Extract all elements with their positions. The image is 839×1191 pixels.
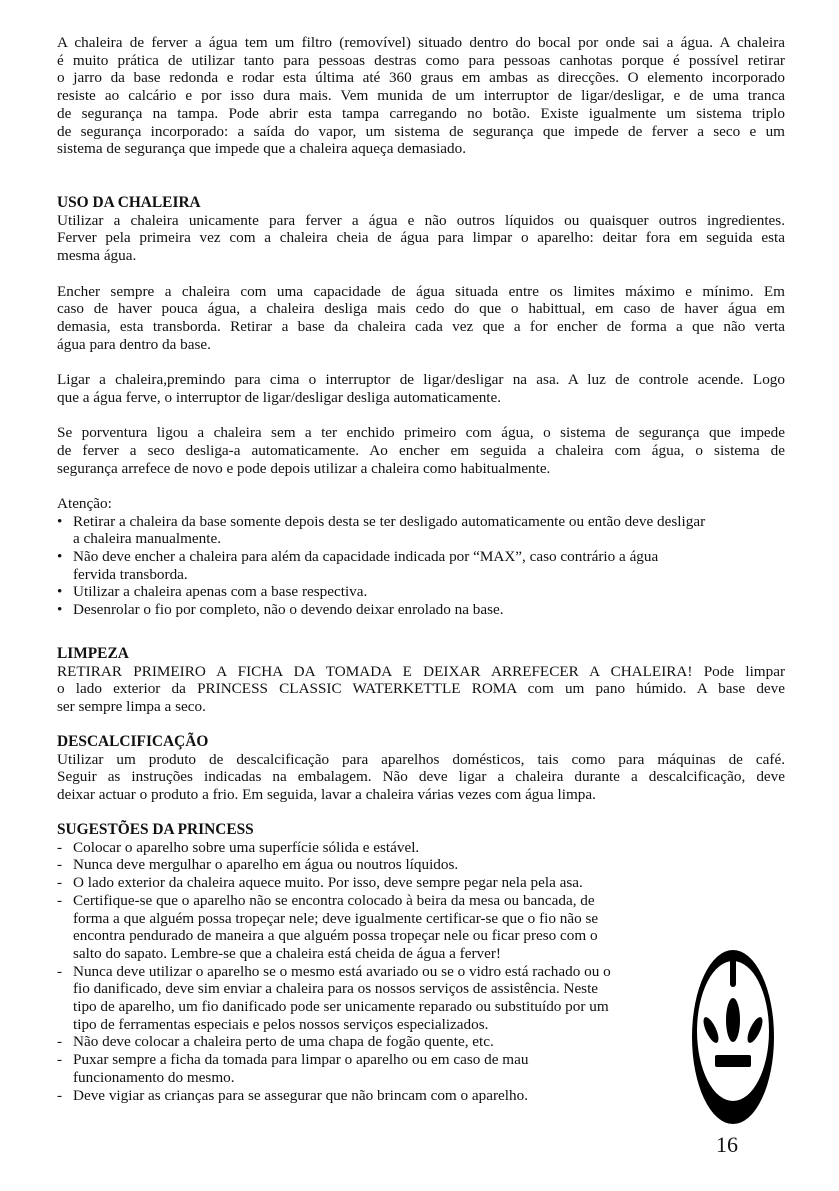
list-item	[57, 963, 785, 1034]
text-line: Utilizar um produto de descalcificação para aparelhos domésticos, tais como para máquinas de café.	[57, 750, 785, 768]
text-line: de ferver a seco desliga-a automaticamente. Ao encher em seguida a chaleira com água, o sistema de	[57, 441, 785, 459]
paragraph	[57, 371, 785, 406]
text-line: que a água ferve, o interruptor de ligar/desligar desliga automaticamente.	[57, 388, 502, 406]
text-line: de segurança na tampa. Pode abrir esta tampa carregando no botão. Existe igualmente um sistema triplo	[57, 104, 785, 122]
text-line: Utilizar a chaleira apenas com a base respectiva.	[73, 583, 368, 601]
list-item	[57, 892, 785, 963]
dash-icon: -	[57, 1051, 63, 1069]
princess-logo	[690, 948, 776, 1126]
text-line: deixar actuar o produto a frio. Em seguida, lavar a chaleira várias vezes com água limpa.	[57, 786, 596, 804]
text-line: Puxar sempre a ficha da tomada para limpar o aparelho ou em caso de mau	[73, 1051, 529, 1069]
list-item	[57, 839, 785, 857]
text-line: Nunca deve utilizar o aparelho se o mesmo está avariado ou se o vidro está rachado ou o	[73, 962, 611, 980]
list-item	[57, 1033, 785, 1051]
text-line: funcionamento do mesmo.	[73, 1068, 235, 1086]
text-line: caso de haver pouca água, a chaleira desliga mais cedo do que o habittual, em caso de haver água em	[57, 300, 785, 318]
text-line: ser sempre limpa a seco.	[57, 698, 206, 716]
section-uso	[57, 194, 785, 619]
text-line: Deve vigiar as crianças para se assegurar que não brincam com o aparelho.	[73, 1086, 528, 1104]
text-line: Nunca deve mergulhar o aparelho em água ou noutros líquidos.	[73, 856, 459, 874]
list-item	[57, 874, 785, 892]
text-line: forma a que alguém possa tropeçar nele; deve igualmente certificar-se que o fio não se	[73, 909, 599, 927]
section-descalcificacao	[57, 733, 785, 804]
bullet-icon: •	[57, 601, 63, 619]
text-line: Certifique-se que o aparelho não se encontra colocado à beira da mesa ou bancada, de	[73, 891, 595, 909]
text-line: segurança arrefece de novo e pode depois utilizar a chaleira como habitualmente.	[57, 459, 551, 477]
dash-icon: -	[57, 856, 63, 874]
page-number: 16	[716, 1132, 738, 1157]
text-line: salto do sapato. Lembre-se que a chaleira está cheida de água a ferver!	[73, 944, 501, 962]
text-line: O lado exterior da chaleira aquece muito. Por isso, deve sempre pegar nela pela asa.	[73, 874, 583, 892]
section-limpeza	[57, 645, 785, 716]
heading-uso: USO DA CHALEIRA	[57, 194, 201, 211]
text-line: a chaleira manualmente.	[73, 530, 221, 548]
text-line: o lado exterior da PRINCESS CLASSIC WATERKETTLE ROMA com um pano húmido. A base deve	[57, 680, 785, 698]
text-line: Colocar o aparelho sobre uma superfície sólida e estável.	[73, 838, 420, 856]
bullet-icon: •	[57, 548, 63, 565]
text-line: Desenrolar o fio por completo, não o devendo deixar enrolado na base.	[73, 601, 504, 619]
text-line: resiste ao calcário e por isso dura mais. Vem munida de um interruptor de ligar/desligar, e de uma tranca	[57, 87, 785, 105]
list-item	[57, 856, 785, 874]
dash-icon: -	[57, 838, 63, 856]
text-line: fervida transborda.	[73, 565, 188, 583]
dash-icon: -	[57, 891, 63, 909]
text-line: Ligar a chaleira,premindo para cima o interruptor de ligar/desligar na asa. A luz de controle acende. Logo	[57, 371, 785, 388]
text-line: fio danificado, deve sim enviar a chaleira para os nossos serviços de assistência. Neste	[73, 980, 599, 998]
dash-icon: -	[57, 1033, 63, 1051]
text-line: demasia, esta transborda. Retirar a base da chaleira cada vez que a for encher de forma a que não verta	[57, 317, 785, 335]
list-item	[57, 601, 785, 619]
text-line: Ferver pela primeira vez com a chaleira cheia de água para limpar o aparelho: deitar fora em seguida esta	[57, 229, 785, 247]
paragraph	[57, 212, 785, 265]
heading-descalcificacao: DESCALCIFICAÇÃO	[57, 733, 209, 750]
text-line: água para dentro da base.	[57, 335, 211, 353]
text-line: sistema de segurança que impede que a chaleira aqueça demasiado.	[57, 140, 467, 158]
list-item	[57, 513, 785, 548]
text-line: Encher sempre a chaleira com uma capacidade de água situada entre os limites máximo e mínimo. Em	[57, 282, 785, 300]
text-line: é muito prática de utilizar tanto para pessoas destras como para pessoas canhotas porque é possível retirar	[57, 51, 785, 69]
bullet-icon: •	[57, 512, 63, 530]
text-line: encontra pendurado de maneira a que alguém possa tropeçar nele ou ficar preso com o	[73, 927, 598, 945]
paragraph	[57, 283, 785, 354]
text-line: tipo de ferramentas especiais e pelos nossos serviços especializados.	[73, 1015, 489, 1033]
text-line: A chaleira de ferver a água tem um filtro (removível) situado dentro do bocal por onde sai a água. A chaleira	[57, 34, 785, 51]
bullet-icon: •	[57, 583, 63, 601]
list-item	[57, 583, 785, 601]
dash-icon: -	[57, 1086, 63, 1104]
list-item	[57, 1051, 785, 1086]
text-line: Se porventura ligou a chaleira sem a ter enchido primeiro com água, o sistema de segurança que impede	[57, 424, 785, 442]
dash-icon: -	[57, 874, 63, 892]
text-line: o jarro da base redonda e rodar esta última até 360 graus em ambas as direcções. O elemento incorporado	[57, 69, 785, 87]
heading-sugestoes: SUGESTÕES DA PRINCESS	[57, 821, 254, 838]
paragraph	[57, 424, 785, 477]
text-line: tipo de aparelho, um fio danificado pode ser unicamente reparado ou substituído por um	[73, 998, 609, 1016]
text-line: Retirar a chaleira da base somente depois desta se ter desligado automaticamente ou então deve desligar	[73, 512, 706, 530]
intro-paragraph	[57, 34, 785, 158]
heading-limpeza: LIMPEZA	[57, 645, 129, 662]
text-line: de segurança incorporado: a saída do vapor, um sistema de segurança que impede de ferver a seco e um	[57, 122, 785, 140]
text-line: Seguir as instruções indicadas na embalagem. Não deve ligar a chaleira durante a descalcificação, deve	[57, 768, 785, 786]
dash-icon: -	[57, 962, 63, 980]
attention-label: Atenção:	[57, 494, 112, 512]
section-sugestoes	[57, 821, 785, 1104]
text-line: Utilizar a chaleira unicamente para ferver a água e não outros líquidos ou quaisquer outros ingredientes.	[57, 211, 785, 229]
text-line: Não deve encher a chaleira para além da capacidade indicada por “MAX”, caso contrário a água	[73, 548, 659, 565]
text-line: Não deve colocar a chaleira perto de uma chapa de fogão quente, etc.	[73, 1033, 494, 1051]
text-line: RETIRAR PRIMEIRO A FICHA DA TOMADA E DEIXAR ARREFECER A CHALEIRA! Pode limpar	[57, 662, 785, 680]
text-line: mesma água.	[57, 247, 137, 265]
list-item	[57, 548, 785, 583]
list-item	[57, 1087, 785, 1105]
